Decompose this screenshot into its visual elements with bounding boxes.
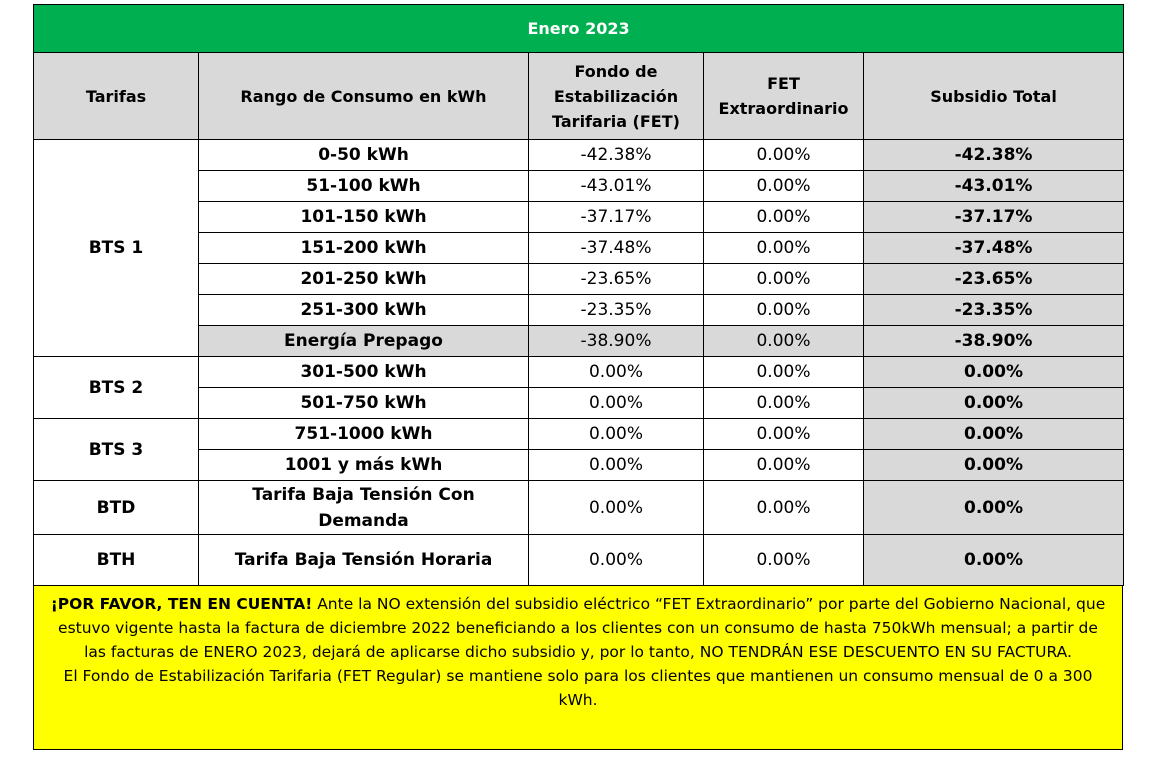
tarifa-cell: BTD xyxy=(34,481,199,535)
range-cell: 751-1000 kWh xyxy=(199,419,529,450)
fet-cell: -42.38% xyxy=(529,140,704,171)
fet-cell: 0.00% xyxy=(529,450,704,481)
table-row xyxy=(34,481,1124,535)
header-fet-extra xyxy=(704,53,864,140)
fet-extra-cell: 0.00% xyxy=(704,171,864,202)
notice-paragraph-2: El Fondo de Estabilización Tarifaria (FET Regular) se mantiene solo para los clientes que mantienen un consumo mensual de 0 a 300 kWh. xyxy=(63,667,1093,709)
range-cell: Energía Prepago xyxy=(199,326,529,357)
fet-cell: -38.90% xyxy=(529,326,704,357)
tariff-table-container xyxy=(33,4,1123,750)
total-cell: 0.00% xyxy=(864,450,1124,481)
tarifa-cell: BTS 2 xyxy=(34,357,199,419)
fet-extra-cell: 0.00% xyxy=(704,357,864,388)
fet-cell: -37.17% xyxy=(529,202,704,233)
header-rango: Rango de Consumo en kWh xyxy=(199,53,529,140)
table-row xyxy=(34,419,1124,450)
fet-cell: 0.00% xyxy=(529,535,704,586)
range-cell: Tarifa Baja Tensión Horaria xyxy=(199,535,529,586)
total-cell: -37.17% xyxy=(864,202,1124,233)
total-cell: -43.01% xyxy=(864,171,1124,202)
fet-extra-cell: 0.00% xyxy=(704,419,864,450)
header-fet xyxy=(529,53,704,140)
range-cell: 501-750 kWh xyxy=(199,388,529,419)
fet-cell: 0.00% xyxy=(529,481,704,535)
fet-extra-cell: 0.00% xyxy=(704,202,864,233)
fet-extra-cell: 0.00% xyxy=(704,326,864,357)
fet-cell: 0.00% xyxy=(529,357,704,388)
notice-text: Ante la NO extensión del subsidio eléctrico “FET Extraordinario” por parte del Gobierno Nacional, que estuvo vigente hasta la factura de diciembre 2022 beneficiando a los clientes con un consumo de hasta 750kWh mensual; a partir de las facturas de ENERO 2023, dejará de aplicarse dicho subsidio y, por lo tanto, NO TENDRÁN ESE DESCUENTO EN SU FACTURA. xyxy=(58,595,1106,661)
fet-extra-cell: 0.00% xyxy=(704,388,864,419)
total-cell: -37.48% xyxy=(864,233,1124,264)
fet-cell: -37.48% xyxy=(529,233,704,264)
total-cell: -23.65% xyxy=(864,264,1124,295)
fet-extra-cell: 0.00% xyxy=(704,295,864,326)
fet-extra-cell: 0.00% xyxy=(704,535,864,586)
header-fet-label: Fondo de Estabilización Tarifaria (FET) xyxy=(552,61,680,131)
fet-cell: -23.65% xyxy=(529,264,704,295)
total-cell: 0.00% xyxy=(864,481,1124,535)
notice-paragraph xyxy=(48,592,1108,664)
fet-cell: 0.00% xyxy=(529,419,704,450)
range-cell: 51-100 kWh xyxy=(199,171,529,202)
total-cell: -23.35% xyxy=(864,295,1124,326)
range-cell: 151-200 kWh xyxy=(199,233,529,264)
fet-extra-cell: 0.00% xyxy=(704,264,864,295)
total-cell: 0.00% xyxy=(864,535,1124,586)
total-cell: 0.00% xyxy=(864,419,1124,450)
notice-emphasis: ¡POR FAVOR, TEN EN CUENTA! xyxy=(50,595,313,613)
table-title: Enero 2023 xyxy=(34,5,1124,53)
fet-extra-cell: 0.00% xyxy=(704,140,864,171)
fet-extra-cell: 0.00% xyxy=(704,450,864,481)
table-row xyxy=(34,535,1124,586)
total-cell: 0.00% xyxy=(864,388,1124,419)
range-cell: 301-500 kWh xyxy=(199,357,529,388)
fet-cell: -43.01% xyxy=(529,171,704,202)
range-cell: 101-150 kWh xyxy=(199,202,529,233)
total-cell: 0.00% xyxy=(864,357,1124,388)
range-cell: 0-50 kWh xyxy=(199,140,529,171)
fet-cell: -23.35% xyxy=(529,295,704,326)
fet-extra-cell: 0.00% xyxy=(704,481,864,535)
total-cell: -38.90% xyxy=(864,326,1124,357)
range-cell: 251-300 kWh xyxy=(199,295,529,326)
fet-extra-cell: 0.00% xyxy=(704,233,864,264)
range-label: Tarifa Baja Tensión Con Demanda xyxy=(252,484,475,531)
table-row xyxy=(34,357,1124,388)
fet-cell: 0.00% xyxy=(529,388,704,419)
total-cell: -42.38% xyxy=(864,140,1124,171)
tarifa-cell: BTS 1 xyxy=(34,140,199,357)
table-row xyxy=(34,140,1124,171)
subsidy-table xyxy=(33,4,1124,586)
range-cell: 201-250 kWh xyxy=(199,264,529,295)
header-subsidio: Subsidio Total xyxy=(864,53,1124,140)
header-tarifas: Tarifas xyxy=(34,53,199,140)
range-cell xyxy=(199,481,529,535)
tarifa-cell: BTS 3 xyxy=(34,419,199,481)
range-cell: 1001 y más kWh xyxy=(199,450,529,481)
tarifa-cell: BTH xyxy=(34,535,199,586)
notice-box xyxy=(33,586,1123,750)
header-fet-extra-label: FET Extraordinario xyxy=(718,74,849,118)
